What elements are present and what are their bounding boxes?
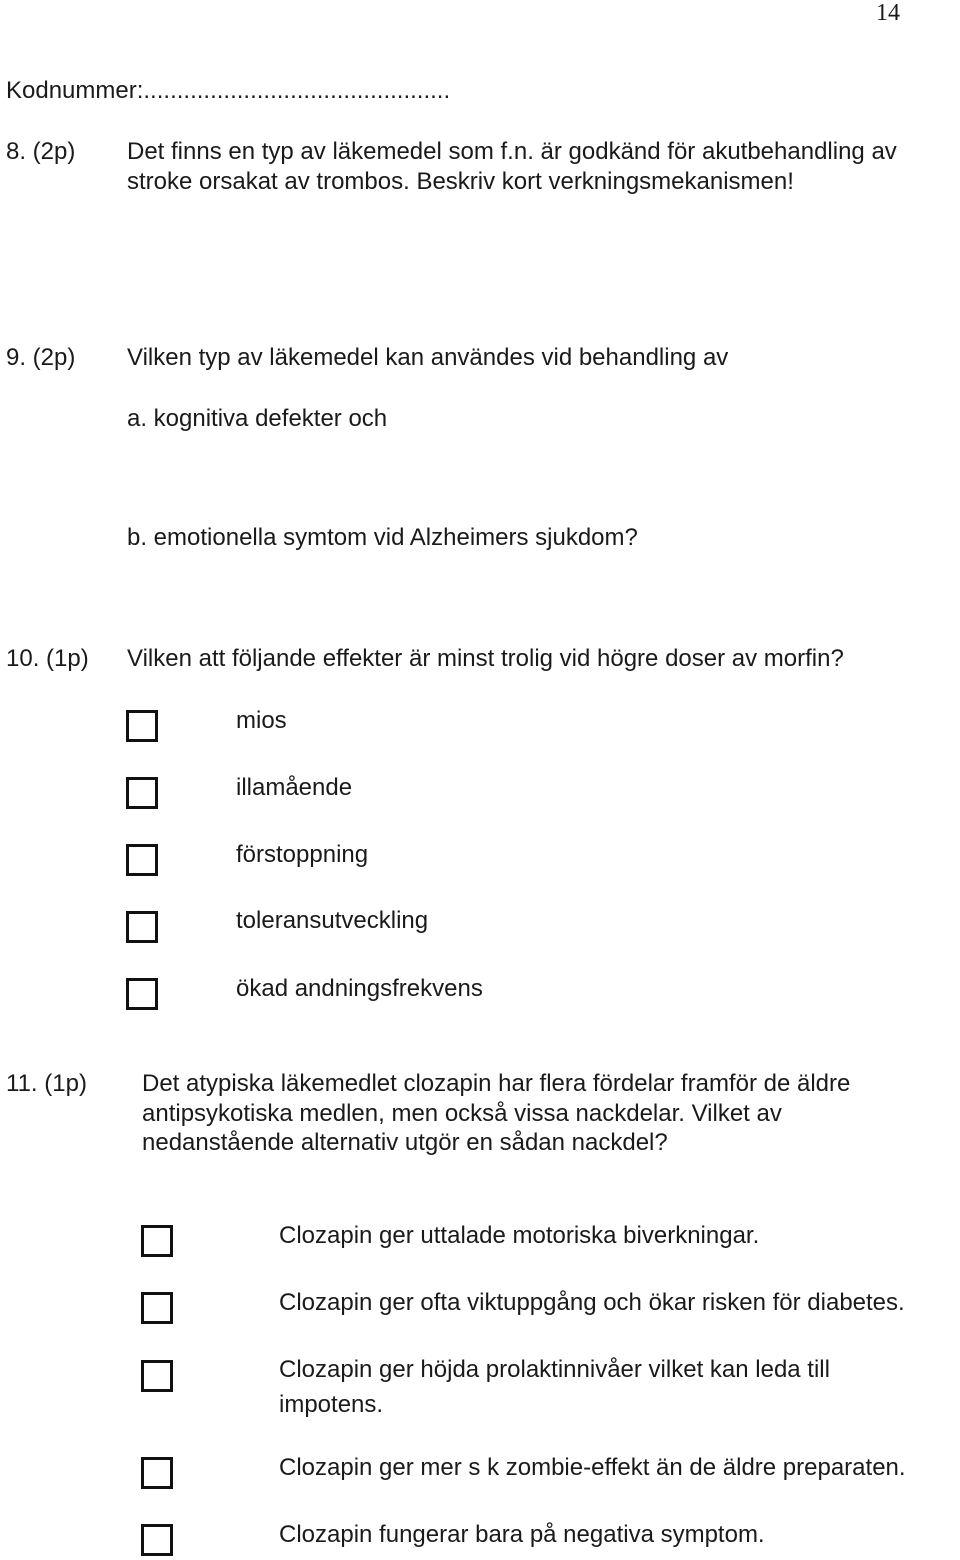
page-number: 14 bbox=[876, 0, 900, 26]
q11-option-3-continued: impotens. bbox=[279, 1391, 384, 1418]
q11-option-1: Clozapin ger uttalade motoriska biverkningar. bbox=[279, 1222, 760, 1249]
q10-option-4: toleransutveckling bbox=[236, 907, 429, 934]
q10-option-3: förstoppning bbox=[236, 841, 369, 868]
q10-option-2: illamående bbox=[236, 774, 353, 801]
q11-line-2: antipsykotiska medlen, men också vissa nackdelar. Vilket av bbox=[142, 1100, 782, 1127]
q10-checkbox-3[interactable] bbox=[126, 844, 158, 876]
q10-checkbox-1[interactable] bbox=[126, 710, 158, 742]
q9-option-a: a. kognitiva defekter och bbox=[127, 405, 388, 432]
q11-option-3: Clozapin ger höjda prolaktinnivåer vilket kan leda till bbox=[279, 1356, 830, 1383]
q8-line-1: Det finns en typ av läkemedel som f.n. är godkänd för akutbehandling av bbox=[127, 138, 897, 165]
q11-number: 11. (1p) bbox=[6, 1070, 87, 1097]
q11-option-4: Clozapin ger mer s k zombie-effekt än de äldre preparaten. bbox=[279, 1454, 906, 1481]
q11-line-3: nedanstående alternativ utgör en sådan nackdel? bbox=[142, 1129, 668, 1156]
q9-number: 9. (2p) bbox=[6, 344, 76, 371]
q10-option-1: mios bbox=[236, 707, 287, 734]
q10-checkbox-4[interactable] bbox=[126, 911, 158, 943]
kodnummer-field: Kodnummer:.............................................. bbox=[6, 77, 451, 104]
q11-option-2: Clozapin ger ofta viktuppgång och ökar risken för diabetes. bbox=[279, 1289, 905, 1316]
q10-checkbox-2[interactable] bbox=[126, 777, 158, 809]
q11-option-5: Clozapin fungerar bara på negativa symptom. bbox=[279, 1521, 765, 1548]
q11-checkbox-4[interactable] bbox=[141, 1457, 173, 1489]
q10-text: Vilken att följande effekter är minst trolig vid högre doser av morfin? bbox=[127, 645, 844, 672]
q11-checkbox-5[interactable] bbox=[141, 1524, 173, 1556]
q10-number: 10. (1p) bbox=[6, 645, 89, 672]
q11-checkbox-1[interactable] bbox=[141, 1225, 173, 1257]
q10-option-5: ökad andningsfrekvens bbox=[236, 975, 483, 1002]
q11-line-1: Det atypiska läkemedlet clozapin har flera fördelar framför de äldre bbox=[142, 1070, 851, 1097]
q11-checkbox-3[interactable] bbox=[141, 1360, 173, 1392]
q8-line-2: stroke orsakat av trombos. Beskriv kort verkningsmekanismen! bbox=[127, 168, 794, 195]
q8-number: 8. (2p) bbox=[6, 138, 76, 165]
q11-checkbox-2[interactable] bbox=[141, 1292, 173, 1324]
q10-checkbox-5[interactable] bbox=[126, 978, 158, 1010]
q9-option-b: b. emotionella symtom vid Alzheimers sjukdom? bbox=[127, 524, 638, 551]
q9-text: Vilken typ av läkemedel kan användes vid behandling av bbox=[127, 344, 729, 371]
